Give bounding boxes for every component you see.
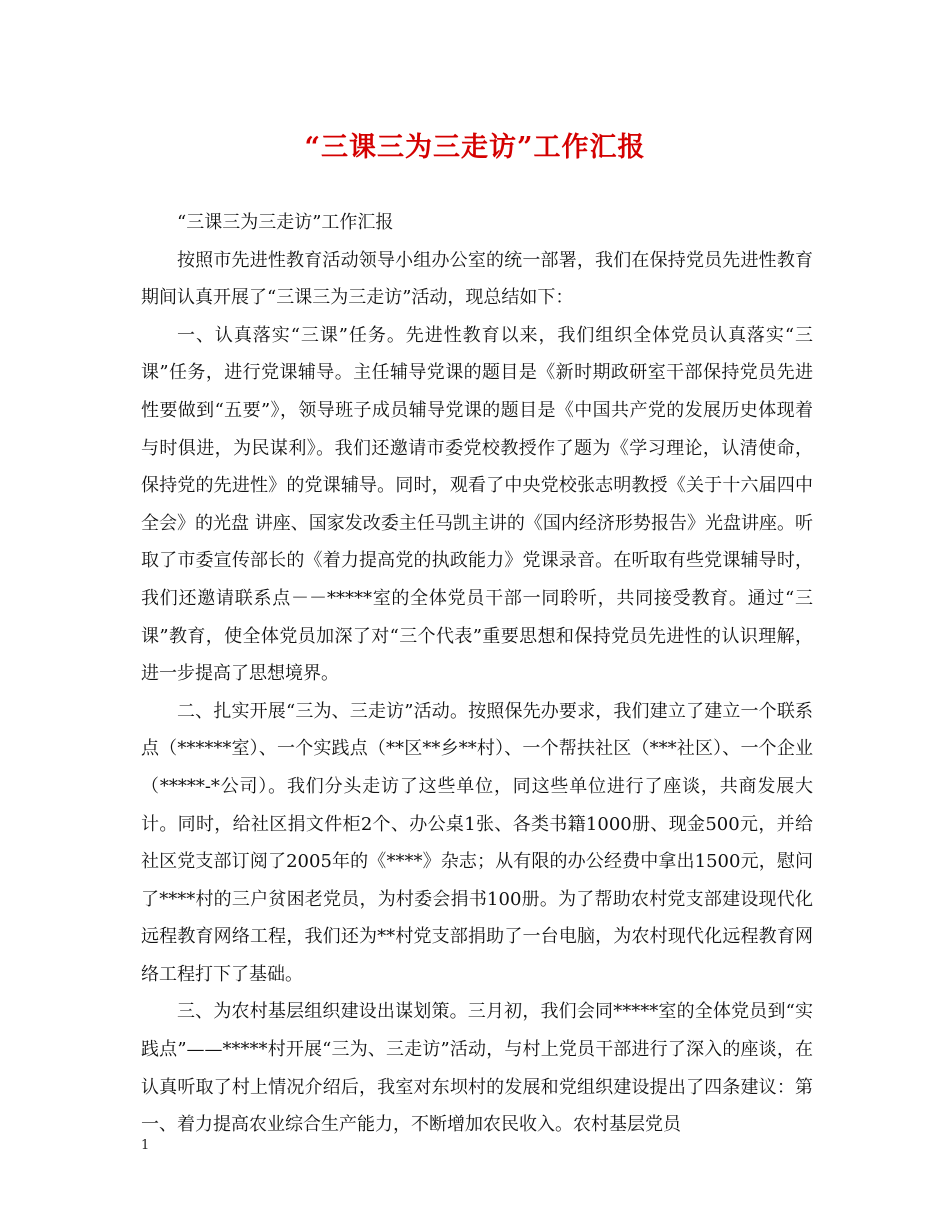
section-two-paragraph: 二、扎实开展“三为、三走访”活动。按照保先办要求，我们建立了建立一个联系点（******室）、一个实践点（**区**乡**村）、一个帮扶社区（***社区）、一个企业（*****-*公司）。我们分头走访了这些单位，同这些单位进行了座谈，共商发展大计。同时，给社区捐文件柜2个、办公桌1张、各类书籍1000册、现金500元，并给社区党支部订阅了2005年的《****》杂志；从有限的办公经费中拿出1500元，慰问了****村的三户贫困老党员，为村委会捐书100册。为了帮助农村党支部建设现代化远程教育网络工程，我们还为**村党支部捐助了一台电脑，为农村现代化远程教育网络工程打下了基础。: [141, 700, 813, 985]
document-body: [141, 204, 813, 1144]
page-number: 1: [141, 1138, 150, 1153]
subtitle-paragraph: “三课三为三走访”工作汇报: [177, 212, 394, 233]
section-three-paragraph: 三、为农村基层组织建设出谋划策。三月初，我们会同*****室的全体党员到“实践点”——*****村开展“三为、三走访”活动，与村上党员干部进行了深入的座谈，在认真听取了村上情况介绍后，我室对东坝村的发展和党组织建设提出了四条建议：第一、着力提高农业综合生产能力，不断增加农民收入。农村基层党员: [141, 1001, 813, 1136]
intro-paragraph: 按照市先进性教育活动领导小组办公室的统一部署，我们在保持党员先进性教育期间认真开展了“三课三为三走访”活动，现总结如下：: [141, 249, 813, 309]
section-one-paragraph: 一、认真落实“三课”任务。先进性教育以来，我们组织全体党员认真落实“三课”任务，进行党课辅导。主任辅导党课的题目是《新时期政研室干部保持党员先进性要做到“五要”》，领导班子成员辅导党课的题目是《中国共产党的发展历史体现着与时俱进，为民谋利》。我们还邀请市委党校教授作了题为《学习理论，认清使命，保持党的先进性》的党课辅导。同时，观看了中央党校张志明教授《关于十六届四中全会》的光盘 讲座、国家发改委主任马凯主讲的《国内经济形势报告》光盘讲座。听取了市委宣传部长的《着力提高党的执政能力》党课录音。在听取有些党课辅导时，我们还邀请联系点－－*****室的全体党员干部一同聆听，共同接受教育。通过“三课”教育，使全体党员加深了对“三个代表”重要思想和保持党员先进性的认识理解，进一步提高了思想境界。: [141, 324, 813, 685]
document-title: “三课三为三走访”工作汇报: [304, 132, 646, 163]
